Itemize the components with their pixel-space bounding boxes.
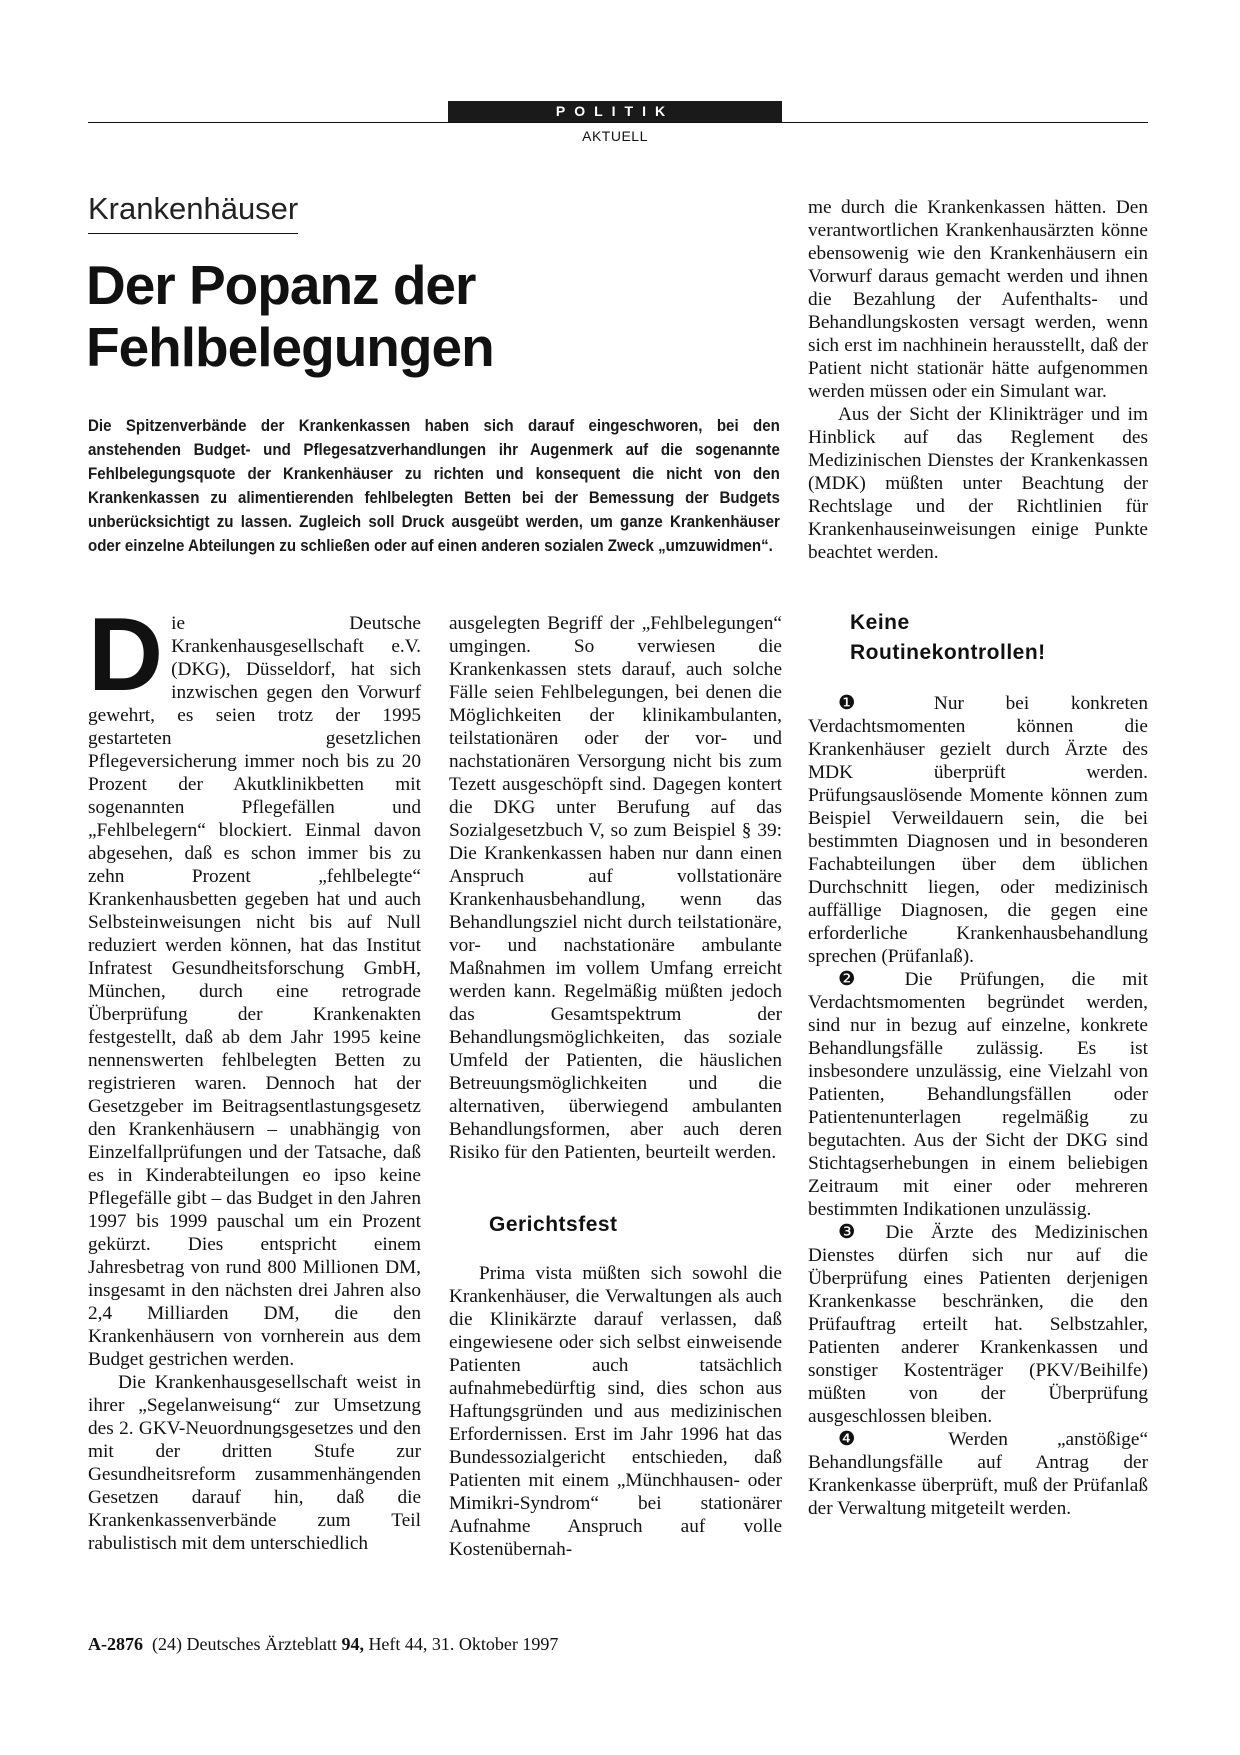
subsection-label: AKTUELL bbox=[582, 128, 648, 144]
article-lead: Die Spitzenverbände der Krankenkassen haben sich darauf eingeschworen, bei den anstehenden Budget- und Pflegesatzverhandlungen ihr Augenmerk auf die sogenannte Fehlbelegungsquote der Krankenhäuser zu richten und konsequent die nicht von den Krankenkassen zu alimentierenden fehlbelegten Betten bei der Bemessung der Budgets unberücksichtigt zu lassen. Zugleich soll Druck ausgeübt werden, um ganze Krankenhäuser oder einzelne Abteilungen zu schließen oder auf einen anderen sozialen Zweck „umzuwidmen“. bbox=[88, 417, 780, 555]
paragraph-text: ie Deutsche Krankenhausgesellschaft e.V. (DKG), Düsseldorf, hat sich inzwischen gegen den Vorwurf gewehrt, es seien trotz der 1995 gestarteten gesetzlichen Pflegeversicherung immer noch bis zu 20 Prozent der Akutklinikbetten mit sogenannten Pflegefällen und „Fehlbelegern“ blockiert. Einmal davon abgesehen, daß es schon immer bis zu zehn Prozent „fehlbelegte“ Krankenhausbetten gegeben hat und auch Selbsteinweisungen nicht bis auf Null reduziert werden können, hat das Institut Infratest Gesundheitsforschung GmbH, München, durch eine retrograde Überprüfung der Krankenakten festgestellt, daß ab dem Jahr 1995 keine nennenswerten fehlbelegten Betten zu registrieren waren. Dennoch hat der Gesetzgeber im Beitragsentlastungsgesetz den Krankenhäusern – unabhängig von Einzelfallprüfungen und der Tatsache, daß es in Kinderabteilungen eo ipso keine Pflegefälle gibt – das Budget in den Jahren 1997 bis 1999 pauschal um ein Prozent gekürzt. Dies entspricht einem Jahresbetrag von rund 800 Millionen DM, insgesamt in den nächsten drei Jahren also 2,4 Milliarden DM, die den Krankenhäusern von vornherein aus dem Budget gestrichen werden. bbox=[88, 613, 421, 1370]
text-column-3 bbox=[808, 196, 1148, 1520]
body-paragraph: ausgelegten Begriff der „Fehlbelegungen“ umgingen. So verwiesen die Krankenkassen stets darauf, auch solche Fälle seien Fehlbelegungen, bei denen die Möglichkeiten der klinikambulanten, teilstationären oder der vor- und nachstationären Versorgung nicht bis zum Tezett ausgeschöpft sind. Dagegen kontert die DKG unter Berufung auf das Sozialgesetzbuch V, so zum Beispiel § 39: Die Krankenkassen haben nur dann einen Anspruch auf vollstationäre Krankenhausbehandlung, wenn das Behandlungsziel nicht durch teilstationäre, vor- und nachstationäre ambulante Maßnahmen im vollem Umfang erreicht werden kann. Regelmäßig müßten jedoch das Gesamtspektrum der Behandlungsmöglichkeiten, das soziale Umfeld der Patienten, die häuslichen Betreuungsmöglichkeiten und die alternativen, überwiegend ambulanten Behandlungsformen, aber auch deren Risiko für den Patienten, beurteilt werden. bbox=[449, 613, 782, 1163]
title-line-2: Fehlbelegungen bbox=[86, 316, 494, 378]
journal-name: (24) Deutsches Ärzteblatt bbox=[152, 1634, 337, 1654]
body-paragraph: Die Krankenhausgesellschaft weist in ihrer „Segelanweisung“ zur Umsetzung des 2. GKV-Neuordnungsgesetzes und den mit der dritten Stufe zur Gesundheitsreform zusammenhängenden Gesetzen darauf hin, daß die Krankenkassenverbände zum Teil rabulistisch mit dem unterschiedlich bbox=[88, 1372, 421, 1554]
subheading-keine-routinekontrollen bbox=[850, 608, 1148, 668]
numbered-point-1: ❶ Nur bei konkreten Verdachtsmomenten können die Krankenhäuser gezielt durch Ärzte des MDK überprüft werden. Prüfungsauslösende Momente können zum Beispiel Verweildauern sein, die bei bestimmten Diagnosen und in besonderen Fachabteilungen über dem üblichen Durchschnitt liegen, oder medizinisch auffällige Diagnosen, die gegen eine erforderliche Krankenhausbehandlung sprechen (Prüfanlaß). bbox=[808, 693, 1148, 967]
drop-cap: D bbox=[88, 597, 164, 713]
numbered-point-4: ❹ Werden „anstößige“ Behandlungsfälle auf Antrag der Krankenkasse überprüft, muß der Prüfanlaß der Verwaltung mitgeteilt werden. bbox=[808, 1429, 1148, 1519]
volume-number: 94, bbox=[341, 1634, 364, 1654]
numbered-point-2: ❷ Die Prüfungen, die mit Verdachtsmomenten begründet werden, sind nur in bezug auf einzelne, konkrete Behandlungsfälle zulässig. Es ist insbesondere unzulässig, eine Vielzahl von Patienten, Behandlungsfällen oder Patientenunterlagen regelmäßig zu begutachten. Aus der Sicht der DKG sind Stichtagserhebungen in einem beliebigen Zeitraum mit einer oder mehreren bestimmten Indikationen unzulässig. bbox=[808, 969, 1148, 1220]
issue-date: Heft 44, 31. Oktober 1997 bbox=[368, 1634, 559, 1654]
page-footer bbox=[88, 1634, 558, 1655]
numbered-point-3: ❸ Die Ärzte des Medizinischen Dienstes dürfen sich nur auf die Überprüfung eines Patienten derjenigen Krankenkasse beschränken, die den Prüfauftrag erteilt hat. Selbstzahler, Patienten anderer Krankenkassen und sonstiger Kostenträger (PKV/Beihilfe) müßten von der Überprüfung ausgeschlossen bleiben. bbox=[808, 1222, 1148, 1427]
body-paragraph: Prima vista müßten sich sowohl die Krankenhäuser, die Verwaltungen als auch die Klinikärzte darauf verlassen, daß eingewiesene oder sich selbst einweisende Patienten auch tatsächlich aufnahmebedürftig sind, dies schon aus Haftungsgründen und aus medizinischen Erfordernissen. Erst im Jahr 1996 hat das Bundessozialgericht entschieden, daß Patienten mit einem „Münchhausen- oder Mimikri-Syndrom“ bei stationärer Aufnahme Anspruch auf volle Kostenübernah- bbox=[449, 1263, 782, 1560]
article-kicker: Krankenhäuser bbox=[88, 190, 298, 234]
article-title bbox=[86, 254, 786, 378]
header-rule bbox=[88, 122, 1148, 123]
title-line-1: Der Popanz der bbox=[86, 254, 476, 316]
body-paragraph: me durch die Krankenkassen hätten. Den verantwortlichen Krankenhausärzten könne ebensowenig wie den Krankenhäusern ein Vorwurf daraus gemacht werden und ihnen die Bezahlung der Aufenthalts- und Behandlungskosten versagt werden, wenn sich erst im nachhinein herausstellt, daß der Patient nicht stationär hätte aufgenommen werden müssen oder ein Simulant war. bbox=[808, 197, 1148, 402]
subheading-line-2: Routinekontrollen! bbox=[850, 641, 1046, 664]
subheading-line-1: Keine bbox=[850, 611, 910, 634]
subheading-gerichtsfest: Gerichtsfest bbox=[489, 1213, 618, 1236]
text-column-2 bbox=[449, 612, 782, 1561]
text-column-1 bbox=[88, 597, 421, 1555]
page-number: A-2876 bbox=[88, 1634, 143, 1654]
body-paragraph bbox=[88, 597, 421, 1371]
body-paragraph: Aus der Sicht der Klinikträger und im Hinblick auf das Reglement des Medizinischen Dienstes der Krankenkassen (MDK) müßten unter Beachtung der Rechtslage und der Richtlinien für Krankenhauseinweisungen einige Punkte beachtet werden. bbox=[808, 404, 1148, 563]
section-label: POLITIK bbox=[448, 101, 782, 122]
